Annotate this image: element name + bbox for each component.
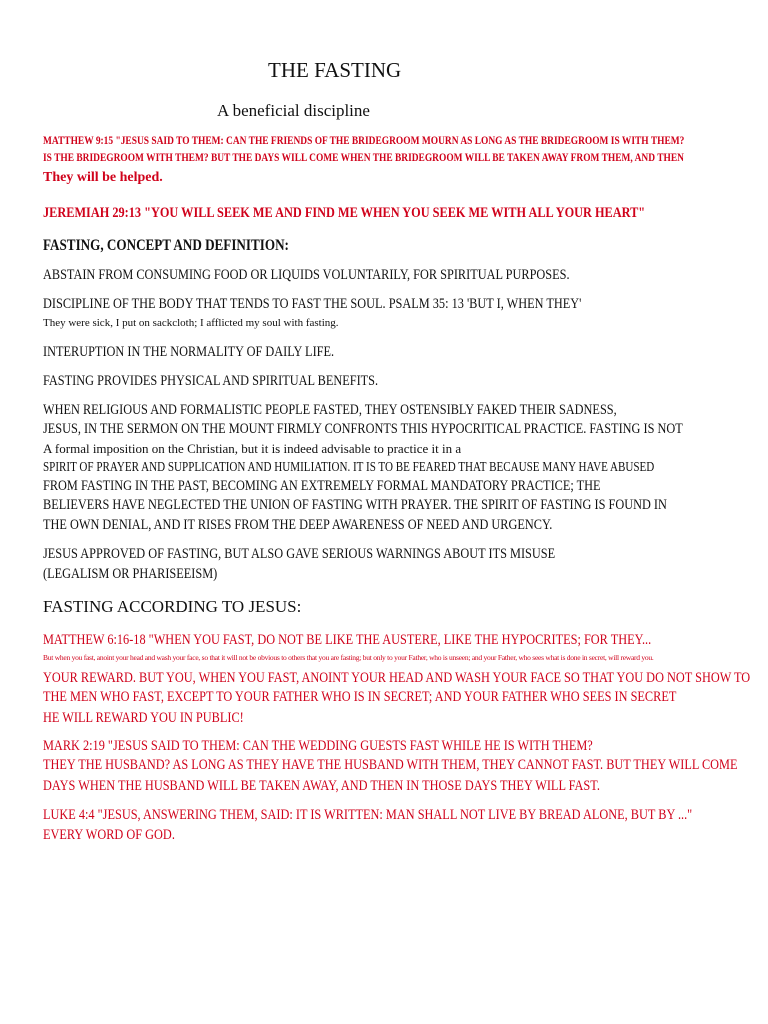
page-subtitle: A beneficial discipline [217,101,370,120]
paragraph-religious-line-5: FROM FASTING IN THE PAST, BECOMING AN EXTREMELY FORMAL MANDATORY PRACTICE; THE [43,478,601,494]
matthew-6-line-4: HE WILL REWARD YOU IN PUBLIC! [43,710,244,726]
paragraph-religious-line-4: SPIRIT OF PRAYER AND SUPPLICATION AND HUMILIATION. IT IS TO BE FEARED THAT BECAUSE MANY HAVE ABUSED [43,459,655,474]
matthew-9-15-line-3: They will be helped. [43,170,163,185]
luke-line-1: LUKE 4:4 "JESUS, ANSWERING THEM, SAID: IT IS WRITTEN: MAN SHALL NOT LIVE BY BREAD ALONE, BUT BY ..." [43,807,693,823]
section-heading-according-to-jesus: FASTING ACCORDING TO JESUS: [43,597,302,616]
matthew-9-15-line-2: IS THE BRIDEGROOM WITH THEM? BUT THE DAYS WILL COME WHEN THE BRIDEGROOM WILL BE TAKEN AWAY FROM THEM, AND THEN [43,152,684,164]
paragraph-approved-line-2: (LEGALISM OR PHARISEEISM) [43,566,218,582]
matthew-6-line-2: YOUR REWARD. BUT YOU, WHEN YOU FAST, ANOINT YOUR HEAD AND WASH YOUR FACE SO THAT YOU DO NOT SHOW TO [43,670,751,686]
paragraph-discipline-small: They were sick, I put on sackcloth; I afflicted my soul with fasting. [43,317,339,329]
paragraph-discipline: DISCIPLINE OF THE BODY THAT TENDS TO FAST THE SOUL. PSALM 35: 13 'BUT I, WHEN THEY' [43,296,582,312]
mark-line-3: DAYS WHEN THE HUSBAND WILL BE TAKEN AWAY, AND THEN IN THOSE DAYS THEY WILL FAST. [43,778,600,794]
paragraph-religious-line-3: A formal imposition on the Christian, but it is indeed advisable to practice it in a [43,441,462,456]
paragraph-approved-line-1: JESUS APPROVED OF FASTING, BUT ALSO GAVE SERIOUS WARNINGS ABOUT ITS MISUSE [43,546,556,562]
mark-line-2: THEY THE HUSBAND? AS LONG AS THEY HAVE THE HUSBAND WITH THEM, THEY CANNOT FAST. BUT THEY WILL COME [43,757,738,773]
section-heading-concept: FASTING, CONCEPT AND DEFINITION: [43,237,289,254]
mark-line-1: MARK 2:19 "JESUS SAID TO THEM: CAN THE WEDDING GUESTS FAST WHILE HE IS WITH THEM? [43,738,593,754]
matthew-6-line-1: MATTHEW 6:16-18 "WHEN YOU FAST, DO NOT BE LIKE THE AUSTERE, LIKE THE HYPOCRITES; FOR THEY... [43,632,652,648]
paragraph-religious-line-2: JESUS, IN THE SERMON ON THE MOUNT FIRMLY CONFRONTS THIS HYPOCRITICAL PRACTICE. FASTING IS NOT [43,421,683,437]
matthew-6-small: But when you fast, anoint your head and wash your face, so that it will not be obvious to others that you are fasting; but only to your Father, who is unseen; and your Father, who sees what is done in secret, will reward you. [43,653,654,662]
paragraph-interuption: INTERUPTION IN THE NORMALITY OF DAILY LIFE. [43,344,335,360]
luke-line-2: EVERY WORD OF GOD. [43,827,175,843]
paragraph-religious-line-7: THE OWN DENIAL, AND IT RISES FROM THE DEEP AWARENESS OF NEED AND URGENCY. [43,517,553,533]
paragraph-religious-line-1: WHEN RELIGIOUS AND FORMALISTIC PEOPLE FASTED, THEY OSTENSIBLY FAKED THEIR SADNESS, [43,402,617,418]
jeremiah-verse: JEREMIAH 29:13 "YOU WILL SEEK ME AND FIND ME WHEN YOU SEEK ME WITH ALL YOUR HEART" [43,205,646,221]
paragraph-religious-line-6: BELIEVERS HAVE NEGLECTED THE UNION OF FASTING WITH PRAYER. THE SPIRIT OF FASTING IS FOUND IN [43,497,667,513]
matthew-9-15-line-1: MATTHEW 9:15 "JESUS SAID TO THEM: CAN THE FRIENDS OF THE BRIDEGROOM MOURN AS LONG AS THE BRIDEGROOM IS WITH THEM? [43,135,685,147]
paragraph-abstain: ABSTAIN FROM CONSUMING FOOD OR LIQUIDS VOLUNTARILY, FOR SPIRITUAL PURPOSES. [43,267,570,283]
page-title: THE FASTING [268,58,402,82]
matthew-6-line-3: THE MEN WHO FAST, EXCEPT TO YOUR FATHER WHO IS IN SECRET; AND YOUR FATHER WHO SEES IN SECRET [43,689,677,705]
paragraph-benefits: FASTING PROVIDES PHYSICAL AND SPIRITUAL BENEFITS. [43,373,379,389]
